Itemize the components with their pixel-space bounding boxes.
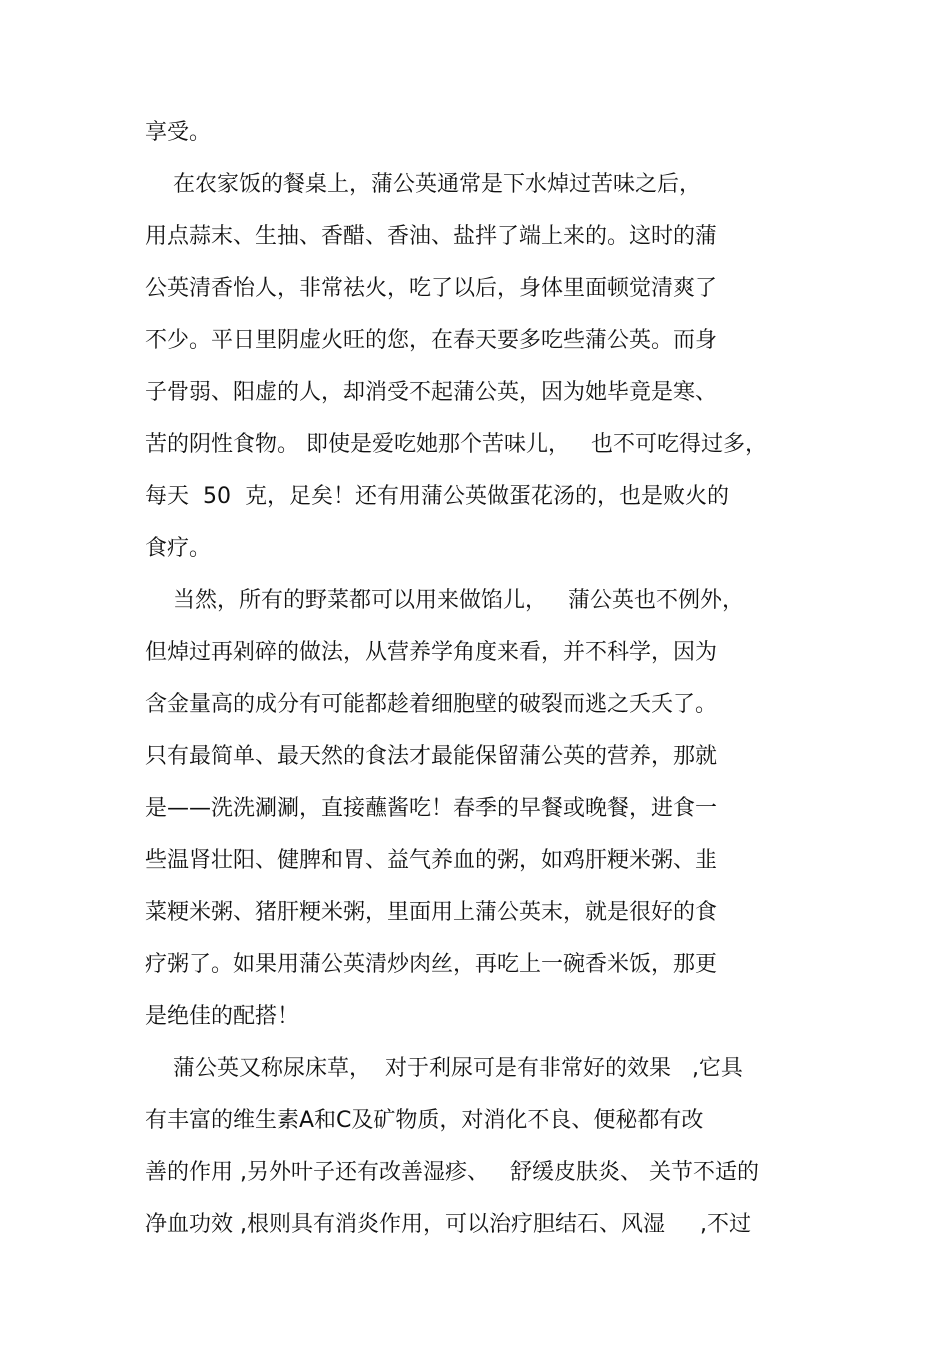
text-line: 是绝佳的配搭！ xyxy=(145,1004,300,1029)
body-text xyxy=(145,120,825,1264)
text-line: 苦的阴性食物。 即使是爱吃她那个苦味儿， 也不可吃得过多， xyxy=(145,432,767,457)
text-line: 在农家饭的餐桌上，蒲公英通常是下水焯过苦味之后， xyxy=(145,172,701,197)
text-line: 当然，所有的野菜都可以用来做馅儿， 蒲公英也不例外， xyxy=(145,588,744,613)
text-line: 享受。 xyxy=(145,120,212,145)
text-line: 不少。平日里阴虚火旺的您，在春天要多吃些蒲公英。而身 xyxy=(145,328,718,353)
text-line: 疗粥了。如果用蒲公英清炒肉丝，再吃上一碗香米饭，那更 xyxy=(145,952,718,977)
text-line: 只有最简单、最天然的食法才最能保留蒲公英的营养，那就 xyxy=(145,744,718,769)
text-line: 每天 50 克，足矣！还有用蒲公英做蛋花汤的，也是败火的 xyxy=(145,484,729,509)
text-line: 子骨弱、阳虚的人，却消受不起蒲公英，因为她毕竟是寒、 xyxy=(145,380,718,405)
text-line: 菜粳米粥、猪肝粳米粥，里面用上蒲公英末，就是很好的食 xyxy=(145,900,718,925)
text-line: 用点蒜末、生抽、香醋、香油、盐拌了端上来的。这时的蒲 xyxy=(145,224,718,249)
text-line: 是——洗洗涮涮，直接蘸酱吃！春季的早餐或晚餐，进食一 xyxy=(145,796,718,821)
text-line: 含金量高的成分有可能都趁着细胞壁的破裂而逃之夭夭了。 xyxy=(145,692,718,717)
text-line: 善的作用 ,另外叶子还有改善湿疹、 舒缓皮肤炎、 关节不适的 xyxy=(145,1160,759,1185)
text-line: 蒲公英又称尿床草， 对于利尿可是有非常好的效果 ,它具 xyxy=(145,1056,743,1081)
text-line: 净血功效 ,根则具有消炎作用，可以治疗胆结石、风湿 ,不过 xyxy=(145,1212,751,1237)
text-line: 但焯过再剁碎的做法，从营养学角度来看，并不科学，因为 xyxy=(145,640,718,665)
text-line: 有丰富的维生素A和C及矿物质，对消化不良、便秘都有改 xyxy=(145,1108,704,1133)
text-line: 些温肾壮阳、健脾和胃、益气养血的粥，如鸡肝粳米粥、韭 xyxy=(145,848,718,873)
text-line: 食疗。 xyxy=(145,536,212,561)
text-line: 公英清香怡人，非常祛火，吃了以后，身体里面顿觉清爽了 xyxy=(145,276,718,301)
